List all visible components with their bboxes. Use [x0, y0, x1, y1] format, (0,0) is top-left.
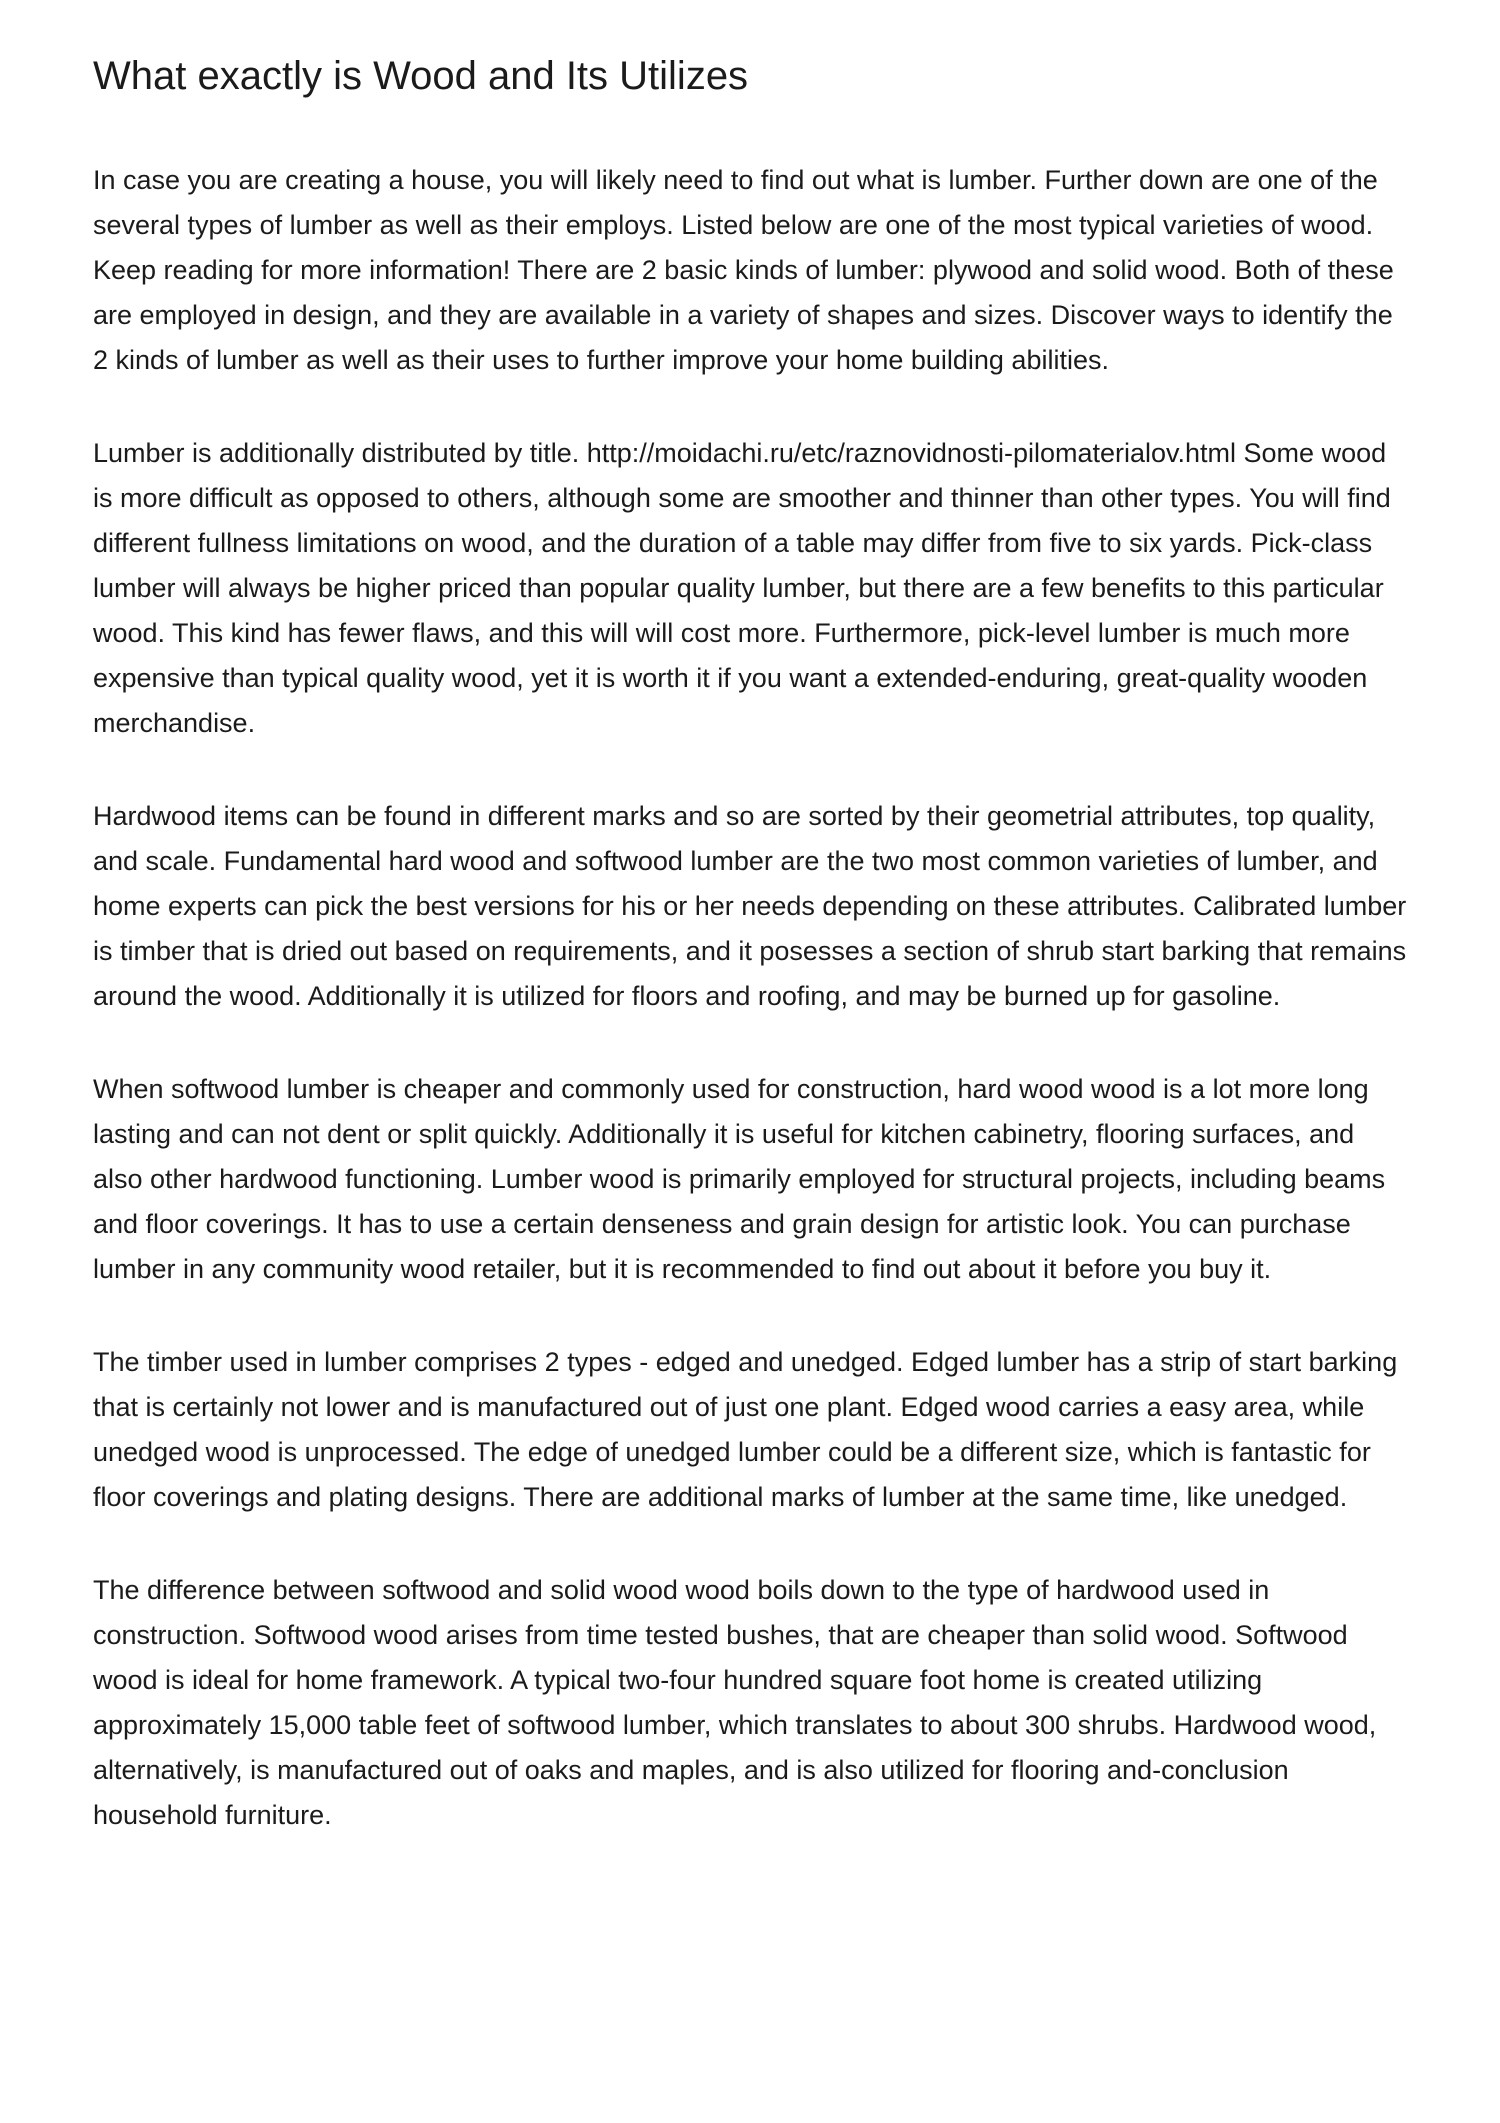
paragraph-hardwood-marks: Hardwood items can be found in different marks and so are sorted by their geometrial attributes, top quality, and scale. Fundamental hard wood and softwood lumber are the two most common varieties of lumber, and home experts can pick the best versions for his or her needs depending on these attributes. Calibrated lumber is timber that is dried out based on requirements, and it posesses a section of shrub start barking that remains around the wood. Additionally it is utilized for floors and roofing, and may be burned up for gasoline. [93, 801, 1407, 1011]
paragraph-distribution-by-title: Lumber is additionally distributed by title. http://moidachi.ru/etc/raznovidnosti-pilomaterialov.html Some wood is more difficult as opposed to others, although some are smoother and thinner than other types. You will find different fullness limitations on wood, and the duration of a table may differ from five to six yards. Pick-class lumber will always be higher priced than popular quality lumber, but there are a few benefits to this particular wood. This kind has fewer flaws, and this will will cost more. Furthermore, pick-level lumber is much more expensive than typical quality wood, yet it is worth it if you want a extended-enduring, great-quality wooden merchandise. [93, 438, 1391, 738]
paragraph-intro: In case you are creating a house, you will likely need to find out what is lumber. Further down are one of the several types of lumber as well as their employs. Listed below are one of the most typical varieties of wood. Keep reading for more information! There are 2 basic kinds of lumber: plywood and solid wood. Both of these are employed in design, and they are available in a variety of shapes and sizes. Discover ways to identify the 2 kinds of lumber as well as their uses to further improve your home building abilities. [93, 165, 1394, 375]
page-title: What exactly is Wood and Its Utilizes [93, 54, 749, 98]
paragraph-softwood-vs-hardwood-uses: When softwood lumber is cheaper and commonly used for construction, hard wood wood is a lot more long lasting and can not dent or split quickly. Additionally it is useful for kitchen cabinetry, flooring surfaces, and also other hardwood functioning. Lumber wood is primarily employed for structural projects, including beams and floor coverings. It has to use a certain denseness and grain design for artistic look. You can purchase lumber in any community wood retailer, but it is recommended to find out about it before you buy it. [93, 1074, 1386, 1284]
paragraph-edged-unedged: The timber used in lumber comprises 2 types - edged and unedged. Edged lumber has a strip of start barking that is certainly not lower and is manufactured out of just one plant. Edged wood carries a easy area, while unedged wood is unprocessed. The edge of unedged lumber could be a different size, which is fantastic for floor coverings and plating designs. There are additional marks of lumber at the same time, like unedged. [93, 1347, 1398, 1512]
paragraph-softwood-solidwood-difference: The difference between softwood and solid wood wood boils down to the type of hardwood used in construction. Softwood wood arises from time tested bushes, that are cheaper than solid wood. Softwood wood is ideal for home framework. A typical two-four hundred square foot home is created utilizing approximately 15,000 table feet of softwood lumber, which translates to about 300 shrubs. Hardwood wood, alternatively, is manufactured out of oaks and maples, and is also utilized for flooring and-conclusion household furniture. [93, 1575, 1377, 1830]
